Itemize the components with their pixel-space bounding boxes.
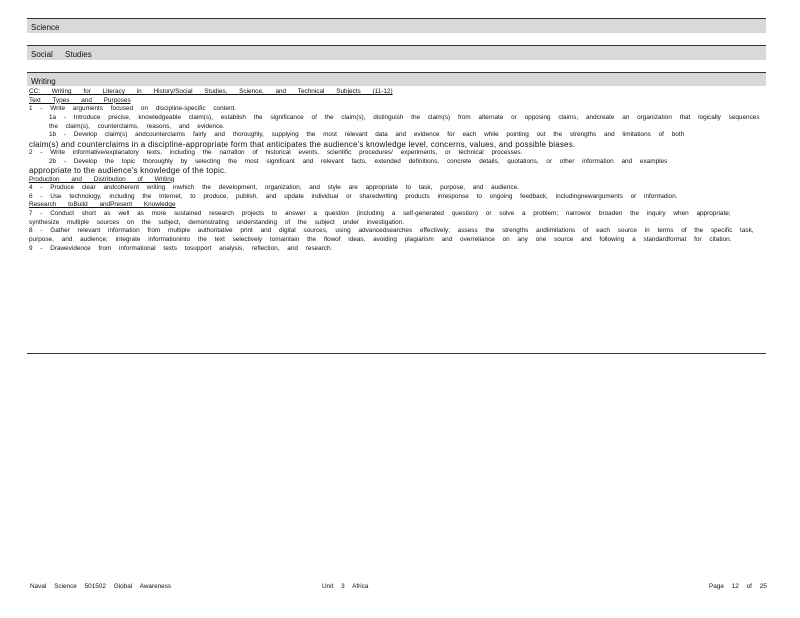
section-title-science: Science	[31, 23, 60, 32]
standards-heading: CC: Writing for Literacy in History/Social Studies, Science, and Technical Subjects (11-12)	[29, 88, 393, 95]
standard-item-2: 2 - Write informative/explanatory texts, including the narration of historical events, scientific procedures/ experiments, or technical processes.	[29, 149, 523, 157]
standard-item-8: 8 - Gather relevant information from multiple authoritative print and digital sources, using advancedsearches effectively; assess the strengths andlimitations of each source in terms of the specific task, purpose, and audience; integrate informationinto the text selectively tomaintain the flowof ideas, avoiding plagiarism and overreliance on any one source and following a standardformat for citation.	[29, 227, 754, 243]
writing-standards	[29, 88, 764, 253]
standard-item-9: 9 - Drawevidence from informational texts tosupport analysis, reflection, and research.	[29, 244, 333, 252]
section-title-social-studies: Social Studies	[31, 50, 92, 59]
footer-course: Naval Science 501502 Global Awareness	[30, 583, 172, 590]
section-title-writing: Writing	[31, 77, 56, 86]
standard-item-1a: 1a - Introduce precise, knowledgeable claim(s), establish the significance of the claim(s), distinguish the claim(s) from alternate or opposing claims, andcreate an organization that logically sequences the claim(s), counterclaims, reasons, and evidence.	[49, 113, 760, 130]
standard-item-1: 1 - Write arguments focused on discipline-specific content.	[29, 105, 237, 113]
standard-item-2b-continued: appropriate to the audience's knowledge of the topic.	[29, 166, 227, 176]
footer-page-number: Page 12 of 25	[709, 583, 767, 590]
standard-item-6: 6 - Use technology, including the Internet, to produce, publish, and update individual or sharedwriting products inresponse to ongoing feedback, includingnewarguments or information.	[29, 192, 678, 200]
section-bottom-rule	[27, 353, 766, 354]
standard-item-2b: 2b - Develop the topic thoroughly by selecting the most significant and relevant facts, extended definitions, concrete details, quotations, or other information and examples	[49, 157, 668, 165]
section-header-science	[27, 18, 766, 33]
footer-unit: Unit 3 Africa	[322, 583, 369, 590]
section-header-social-studies	[27, 45, 766, 60]
research-title: Research toBuild andPresent Knowledge	[29, 201, 176, 209]
text-types-title: Text Types and Purposes	[29, 96, 131, 104]
production-title: Production and Distribution of Writing	[29, 175, 175, 183]
standard-item-7: 7 - Conduct short as well as more sustained research projects to answer a question (including a self-generated question) or solve a problem; narrowor broaden the inquiry when appropriate; synthesize multiple sources on the subject, demonstrating understanding of the subject under investigation.	[29, 210, 731, 226]
standard-item-4: 4 - Produce clear andcoherent writing inwhich the development, organization, and style are appropriate to task, purpose, and audience.	[29, 184, 519, 192]
standard-item-1b-continued: claim(s) and counterclaims in a discipline-appropriate form that anticipates the audience's knowledge level, concerns, values, and possible biases.	[29, 139, 576, 149]
section-header-writing	[27, 72, 766, 86]
standard-item-1b: 1b - Develop claim(s) andcounterclaims fairly and thoroughly, supplying the most relevant data and evidence for each while pointing out the strengths and limitations of both	[49, 131, 685, 139]
